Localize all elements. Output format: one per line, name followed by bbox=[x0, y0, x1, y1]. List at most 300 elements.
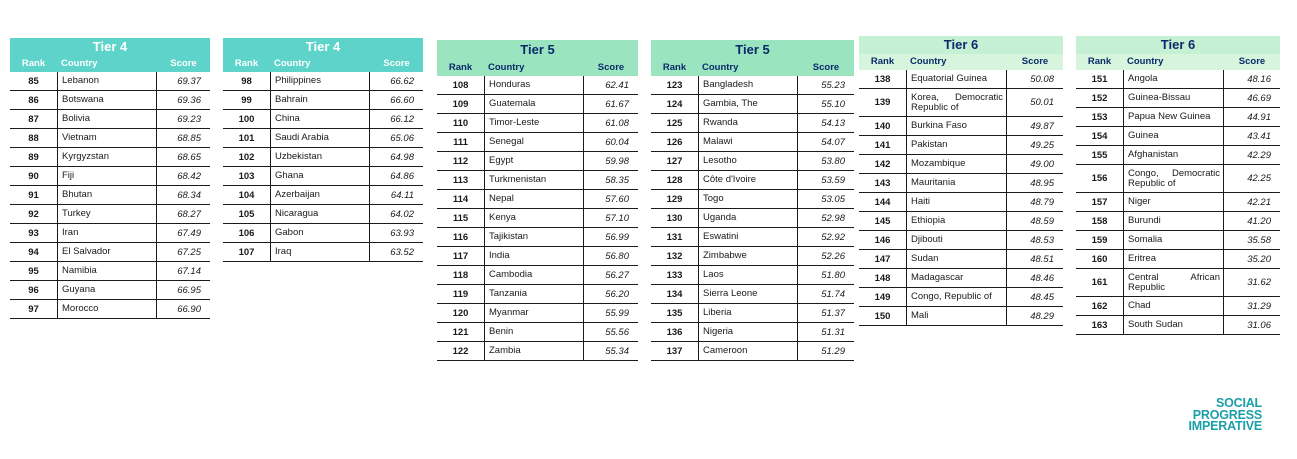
country-cell: Zambia bbox=[484, 342, 584, 360]
country-cell: El Salvador bbox=[57, 243, 157, 261]
rank-cell: 143 bbox=[874, 177, 891, 189]
country-cell: Saudi Arabia bbox=[270, 129, 370, 147]
rank-cell: 146 bbox=[874, 234, 891, 246]
table-row bbox=[651, 171, 854, 190]
country-cell: Eritrea bbox=[1123, 250, 1224, 268]
rank-cell: 141 bbox=[874, 139, 891, 151]
rank-cell: 101 bbox=[238, 132, 255, 144]
table-row bbox=[651, 133, 854, 152]
rank-cell: 102 bbox=[238, 151, 255, 163]
rank-cell: 161 bbox=[1091, 277, 1108, 288]
score-cell: 52.98 bbox=[821, 212, 845, 224]
score-cell: 49.00 bbox=[1030, 158, 1054, 170]
table-row bbox=[651, 152, 854, 171]
country-cell: Honduras bbox=[484, 76, 584, 94]
rank-cell: 118 bbox=[452, 269, 469, 281]
rank-header: Rank bbox=[662, 62, 687, 73]
country-cell: Bhutan bbox=[57, 186, 157, 204]
country-cell: Côte d'Ivoire bbox=[698, 171, 798, 189]
table-body bbox=[859, 70, 1063, 326]
rank-cell: 99 bbox=[241, 94, 252, 106]
table-row bbox=[1076, 250, 1280, 269]
score-cell: 48.51 bbox=[1030, 253, 1054, 265]
country-cell: Bolivia bbox=[57, 110, 157, 128]
table-row bbox=[859, 288, 1063, 307]
rank-cell: 115 bbox=[452, 212, 469, 224]
country-cell: Iran bbox=[57, 224, 157, 242]
rank-cell: 163 bbox=[1091, 319, 1108, 331]
rank-cell: 114 bbox=[452, 193, 469, 205]
country-cell: Vietnam bbox=[57, 129, 157, 147]
table-row bbox=[437, 114, 638, 133]
country-cell: Gabon bbox=[270, 224, 370, 242]
score-cell: 53.05 bbox=[821, 193, 845, 205]
rank-cell: 136 bbox=[666, 326, 683, 338]
logo-line-1: SOCIAL bbox=[1215, 396, 1262, 410]
table-row bbox=[1076, 108, 1280, 127]
country-cell: Chad bbox=[1123, 297, 1224, 315]
table-row bbox=[859, 89, 1063, 117]
score-cell: 53.59 bbox=[821, 174, 845, 186]
table-row bbox=[1076, 269, 1280, 297]
tier-table-4 bbox=[651, 40, 854, 361]
score-cell: 55.34 bbox=[605, 345, 629, 357]
country-cell: Bahrain bbox=[270, 91, 370, 109]
score-cell: 50.08 bbox=[1030, 73, 1054, 85]
table-row bbox=[1076, 70, 1280, 89]
score-cell: 46.69 bbox=[1247, 92, 1271, 104]
country-cell: Turkey bbox=[57, 205, 157, 223]
score-cell: 42.25 bbox=[1247, 173, 1271, 184]
table-row bbox=[859, 117, 1063, 136]
score-cell: 51.31 bbox=[821, 326, 845, 338]
country-cell: Cambodia bbox=[484, 266, 584, 284]
table-row bbox=[437, 171, 638, 190]
country-cell: Guinea bbox=[1123, 127, 1224, 145]
score-header: Score bbox=[1021, 56, 1049, 67]
rank-cell: 160 bbox=[1091, 253, 1108, 265]
table-row bbox=[1076, 89, 1280, 108]
country-cell: Senegal bbox=[484, 133, 584, 151]
score-cell: 56.99 bbox=[605, 231, 629, 243]
rank-cell: 104 bbox=[238, 189, 255, 201]
table-row bbox=[651, 190, 854, 209]
table-row bbox=[437, 152, 638, 171]
score-cell: 52.92 bbox=[821, 231, 845, 243]
rank-cell: 92 bbox=[28, 208, 39, 220]
table-row bbox=[10, 300, 210, 319]
country-cell: Timor-Leste bbox=[484, 114, 584, 132]
score-cell: 31.62 bbox=[1247, 277, 1271, 288]
table-row bbox=[437, 342, 638, 361]
country-cell: Somalia bbox=[1123, 231, 1224, 249]
score-cell: 67.14 bbox=[177, 265, 201, 277]
country-cell: Lebanon bbox=[57, 72, 157, 90]
country-cell: Togo bbox=[698, 190, 798, 208]
score-cell: 50.01 bbox=[1030, 97, 1054, 108]
country-cell: Congo, Republic of bbox=[906, 288, 1007, 306]
score-cell: 66.62 bbox=[390, 75, 414, 87]
country-cell: Azerbaijan bbox=[270, 186, 370, 204]
rank-cell: 122 bbox=[452, 345, 469, 357]
column-header-row bbox=[859, 54, 1063, 70]
rank-cell: 140 bbox=[874, 120, 891, 132]
column-header-row bbox=[651, 60, 854, 76]
table-row bbox=[651, 76, 854, 95]
table-row bbox=[10, 224, 210, 243]
score-cell: 51.37 bbox=[821, 307, 845, 319]
country-cell: Bangladesh bbox=[698, 76, 798, 94]
rank-cell: 90 bbox=[28, 170, 39, 182]
rank-cell: 154 bbox=[1091, 130, 1108, 142]
score-cell: 48.16 bbox=[1247, 73, 1271, 85]
score-header: Score bbox=[597, 62, 625, 73]
score-cell: 52.26 bbox=[821, 250, 845, 262]
tier-table-5 bbox=[859, 36, 1063, 326]
table-row bbox=[223, 129, 423, 148]
score-cell: 51.80 bbox=[821, 269, 845, 281]
score-cell: 56.27 bbox=[605, 269, 629, 281]
table-row bbox=[1076, 127, 1280, 146]
rank-cell: 86 bbox=[28, 94, 39, 106]
table-row bbox=[223, 148, 423, 167]
score-cell: 51.29 bbox=[821, 345, 845, 357]
country-header: Country bbox=[61, 58, 98, 69]
country-cell: Ghana bbox=[270, 167, 370, 185]
table-row bbox=[437, 133, 638, 152]
table-row bbox=[1076, 165, 1280, 193]
table-body bbox=[1076, 70, 1280, 335]
table-row bbox=[223, 110, 423, 129]
score-cell: 51.74 bbox=[821, 288, 845, 300]
country-cell: Namibia bbox=[57, 262, 157, 280]
rank-header: Rank bbox=[234, 58, 259, 69]
rank-cell: 162 bbox=[1091, 300, 1108, 312]
tier-title: Tier 6 bbox=[859, 36, 1063, 54]
score-cell: 43.41 bbox=[1247, 130, 1271, 142]
score-cell: 68.42 bbox=[177, 170, 201, 182]
score-cell: 49.87 bbox=[1030, 120, 1054, 132]
table-row bbox=[10, 148, 210, 167]
score-cell: 55.23 bbox=[821, 79, 845, 91]
score-cell: 67.49 bbox=[177, 227, 201, 239]
score-cell: 64.86 bbox=[390, 170, 414, 182]
rank-cell: 158 bbox=[1091, 215, 1108, 227]
score-cell: 44.91 bbox=[1247, 111, 1271, 123]
country-cell: Egypt bbox=[484, 152, 584, 170]
table-row bbox=[437, 95, 638, 114]
rank-header: Rank bbox=[21, 58, 46, 69]
table-row bbox=[859, 212, 1063, 231]
rank-cell: 117 bbox=[452, 250, 469, 262]
country-cell: Mali bbox=[906, 307, 1007, 325]
rank-cell: 127 bbox=[666, 155, 683, 167]
rank-cell: 91 bbox=[28, 189, 39, 201]
rank-cell: 152 bbox=[1091, 92, 1108, 104]
table-row bbox=[859, 269, 1063, 288]
score-cell: 48.95 bbox=[1030, 177, 1054, 189]
score-cell: 68.27 bbox=[177, 208, 201, 220]
rank-cell: 145 bbox=[874, 215, 891, 227]
table-row bbox=[10, 205, 210, 224]
rank-cell: 103 bbox=[238, 170, 255, 182]
country-header: Country bbox=[910, 56, 947, 67]
table-row bbox=[859, 70, 1063, 89]
score-cell: 65.06 bbox=[390, 132, 414, 144]
score-cell: 56.80 bbox=[605, 250, 629, 262]
tier-table-3 bbox=[437, 40, 638, 361]
country-cell: Guatemala bbox=[484, 95, 584, 113]
table-row bbox=[223, 91, 423, 110]
table-row bbox=[437, 266, 638, 285]
score-cell: 41.20 bbox=[1247, 215, 1271, 227]
column-header-row bbox=[10, 56, 210, 72]
score-cell: 69.23 bbox=[177, 113, 201, 125]
country-cell: Benin bbox=[484, 323, 584, 341]
country-cell: South Sudan bbox=[1123, 316, 1224, 334]
table-row bbox=[437, 190, 638, 209]
table-row bbox=[10, 72, 210, 91]
country-cell: Mozambique bbox=[906, 155, 1007, 173]
table-row bbox=[859, 193, 1063, 212]
table-row bbox=[223, 205, 423, 224]
score-cell: 64.11 bbox=[390, 189, 414, 201]
rank-header: Rank bbox=[448, 62, 473, 73]
country-cell: Sierra Leone bbox=[698, 285, 798, 303]
rank-cell: 125 bbox=[666, 117, 683, 129]
table-row bbox=[10, 167, 210, 186]
country-cell: Djibouti bbox=[906, 231, 1007, 249]
table-row bbox=[651, 285, 854, 304]
table-row bbox=[1076, 297, 1280, 316]
tier-title: Tier 4 bbox=[223, 38, 423, 56]
rank-cell: 155 bbox=[1091, 149, 1108, 161]
score-cell: 66.90 bbox=[177, 303, 201, 315]
tier-table-6 bbox=[1076, 36, 1280, 335]
table-row bbox=[651, 209, 854, 228]
country-cell: Rwanda bbox=[698, 114, 798, 132]
rank-cell: 135 bbox=[666, 307, 683, 319]
table-row bbox=[651, 323, 854, 342]
rank-cell: 94 bbox=[28, 246, 39, 258]
tier-title: Tier 5 bbox=[651, 40, 854, 60]
country-cell: Botswana bbox=[57, 91, 157, 109]
rank-cell: 157 bbox=[1091, 196, 1108, 208]
rank-cell: 148 bbox=[874, 272, 891, 284]
rank-cell: 110 bbox=[452, 117, 469, 129]
table-row bbox=[651, 228, 854, 247]
table-row bbox=[859, 307, 1063, 326]
rank-cell: 105 bbox=[238, 208, 255, 220]
score-header: Score bbox=[383, 58, 410, 69]
country-cell: Iraq bbox=[270, 243, 370, 261]
rank-header: Rank bbox=[1087, 56, 1112, 67]
rank-cell: 87 bbox=[28, 113, 39, 125]
table-row bbox=[223, 186, 423, 205]
social-progress-imperative-logo bbox=[1170, 398, 1262, 433]
table-row bbox=[437, 209, 638, 228]
logo-line-3: IMPERATIVE bbox=[1188, 419, 1262, 433]
rank-cell: 119 bbox=[452, 288, 469, 300]
country-cell: Tajikistan bbox=[484, 228, 584, 246]
score-cell: 60.04 bbox=[605, 136, 629, 148]
rank-cell: 112 bbox=[452, 155, 469, 167]
rank-cell: 111 bbox=[453, 136, 468, 148]
score-cell: 63.93 bbox=[390, 227, 414, 239]
score-cell: 66.60 bbox=[390, 94, 414, 106]
country-cell: Malawi bbox=[698, 133, 798, 151]
country-cell: Guinea-Bissau bbox=[1123, 89, 1224, 107]
rank-cell: 156 bbox=[1091, 173, 1108, 184]
country-cell: Nepal bbox=[484, 190, 584, 208]
country-cell: Uzbekistan bbox=[270, 148, 370, 166]
country-cell: Burundi bbox=[1123, 212, 1224, 230]
rank-cell: 144 bbox=[874, 196, 891, 208]
column-header-row bbox=[223, 56, 423, 72]
table-row bbox=[10, 262, 210, 281]
table-row bbox=[651, 304, 854, 323]
table-row bbox=[10, 186, 210, 205]
score-cell: 61.08 bbox=[605, 117, 629, 129]
rank-cell: 133 bbox=[666, 269, 683, 281]
table-row bbox=[1076, 146, 1280, 165]
country-cell: Guyana bbox=[57, 281, 157, 299]
rank-cell: 159 bbox=[1091, 234, 1108, 246]
table-body bbox=[10, 72, 210, 319]
rank-cell: 107 bbox=[238, 246, 255, 258]
country-header: Country bbox=[488, 62, 525, 73]
country-cell: Burkina Faso bbox=[906, 117, 1007, 135]
rank-cell: 147 bbox=[874, 253, 891, 265]
country-cell: Myanmar bbox=[484, 304, 584, 322]
country-cell: Pakistan bbox=[906, 136, 1007, 154]
score-cell: 69.36 bbox=[177, 94, 201, 106]
table-row bbox=[859, 174, 1063, 193]
score-cell: 53.80 bbox=[821, 155, 845, 167]
score-cell: 69.37 bbox=[177, 75, 201, 87]
rank-cell: 108 bbox=[452, 79, 469, 91]
score-cell: 35.20 bbox=[1247, 253, 1271, 265]
rank-cell: 116 bbox=[452, 231, 469, 243]
country-cell: Angola bbox=[1123, 70, 1224, 88]
table-row bbox=[859, 231, 1063, 250]
score-cell: 55.56 bbox=[605, 326, 629, 338]
rank-cell: 149 bbox=[874, 291, 891, 303]
score-cell: 31.29 bbox=[1247, 300, 1271, 312]
table-row bbox=[437, 228, 638, 247]
score-cell: 49.25 bbox=[1030, 139, 1054, 151]
rank-cell: 113 bbox=[452, 174, 469, 186]
rank-cell: 153 bbox=[1091, 111, 1108, 123]
table-row bbox=[223, 224, 423, 243]
score-cell: 68.85 bbox=[177, 132, 201, 144]
tier-table-2 bbox=[223, 38, 423, 262]
score-cell: 35.58 bbox=[1247, 234, 1271, 246]
score-cell: 64.98 bbox=[390, 151, 414, 163]
score-cell: 48.53 bbox=[1030, 234, 1054, 246]
score-cell: 64.02 bbox=[390, 208, 414, 220]
score-cell: 61.67 bbox=[605, 98, 629, 110]
score-cell: 56.20 bbox=[605, 288, 629, 300]
country-cell: Morocco bbox=[57, 300, 157, 318]
rank-cell: 96 bbox=[28, 284, 39, 296]
rank-cell: 134 bbox=[666, 288, 683, 300]
table-row bbox=[859, 250, 1063, 269]
rank-cell: 132 bbox=[666, 250, 683, 262]
score-cell: 48.29 bbox=[1030, 310, 1054, 322]
rank-header: Rank bbox=[870, 56, 895, 67]
country-cell: Afghanistan bbox=[1123, 146, 1224, 164]
table-row bbox=[651, 114, 854, 133]
score-cell: 48.79 bbox=[1030, 196, 1054, 208]
country-cell: Liberia bbox=[698, 304, 798, 322]
country-cell: Sudan bbox=[906, 250, 1007, 268]
table-row bbox=[437, 76, 638, 95]
table-row bbox=[651, 247, 854, 266]
table-row bbox=[10, 281, 210, 300]
score-cell: 66.12 bbox=[390, 113, 414, 125]
rank-cell: 126 bbox=[666, 136, 683, 148]
score-cell: 48.59 bbox=[1030, 215, 1054, 227]
score-cell: 62.41 bbox=[605, 79, 629, 91]
country-header: Country bbox=[1127, 56, 1164, 67]
table-row bbox=[437, 285, 638, 304]
rank-cell: 151 bbox=[1091, 73, 1108, 85]
rank-cell: 97 bbox=[28, 303, 39, 315]
country-cell: Nigeria bbox=[698, 323, 798, 341]
score-cell: 54.07 bbox=[821, 136, 845, 148]
tier-table-1 bbox=[10, 38, 210, 319]
country-cell: Lesotho bbox=[698, 152, 798, 170]
rank-cell: 130 bbox=[666, 212, 683, 224]
table-row bbox=[437, 304, 638, 323]
country-cell: Equatorial Guinea bbox=[906, 70, 1007, 88]
rank-cell: 89 bbox=[28, 151, 39, 163]
rank-cell: 85 bbox=[28, 75, 39, 87]
rank-cell: 131 bbox=[666, 231, 683, 243]
score-cell: 31.06 bbox=[1247, 319, 1271, 331]
rank-cell: 128 bbox=[666, 174, 683, 186]
country-cell: Korea, Democratic Republic of bbox=[906, 89, 1007, 116]
tier-title: Tier 4 bbox=[10, 38, 210, 56]
table-row bbox=[859, 136, 1063, 155]
table-row bbox=[1076, 231, 1280, 250]
country-cell: Turkmenistan bbox=[484, 171, 584, 189]
country-cell: Haiti bbox=[906, 193, 1007, 211]
country-cell: Tanzania bbox=[484, 285, 584, 303]
country-header: Country bbox=[702, 62, 739, 73]
country-cell: Congo, Democratic Republic of bbox=[1123, 165, 1224, 192]
tier-title: Tier 5 bbox=[437, 40, 638, 60]
tier-title: Tier 6 bbox=[1076, 36, 1280, 54]
country-cell: Uganda bbox=[698, 209, 798, 227]
country-cell: China bbox=[270, 110, 370, 128]
table-body bbox=[651, 76, 854, 361]
country-cell: Gambia, The bbox=[698, 95, 798, 113]
table-row bbox=[10, 110, 210, 129]
table-row bbox=[859, 155, 1063, 174]
country-cell: Nicaragua bbox=[270, 205, 370, 223]
country-cell: Zimbabwe bbox=[698, 247, 798, 265]
table-body bbox=[437, 76, 638, 361]
logo-line-2: PROGRESS bbox=[1192, 407, 1262, 422]
table-row bbox=[437, 323, 638, 342]
score-cell: 59.98 bbox=[605, 155, 629, 167]
rank-cell: 121 bbox=[452, 326, 469, 338]
score-cell: 63.52 bbox=[390, 246, 414, 258]
table-row bbox=[651, 266, 854, 285]
country-cell: India bbox=[484, 247, 584, 265]
